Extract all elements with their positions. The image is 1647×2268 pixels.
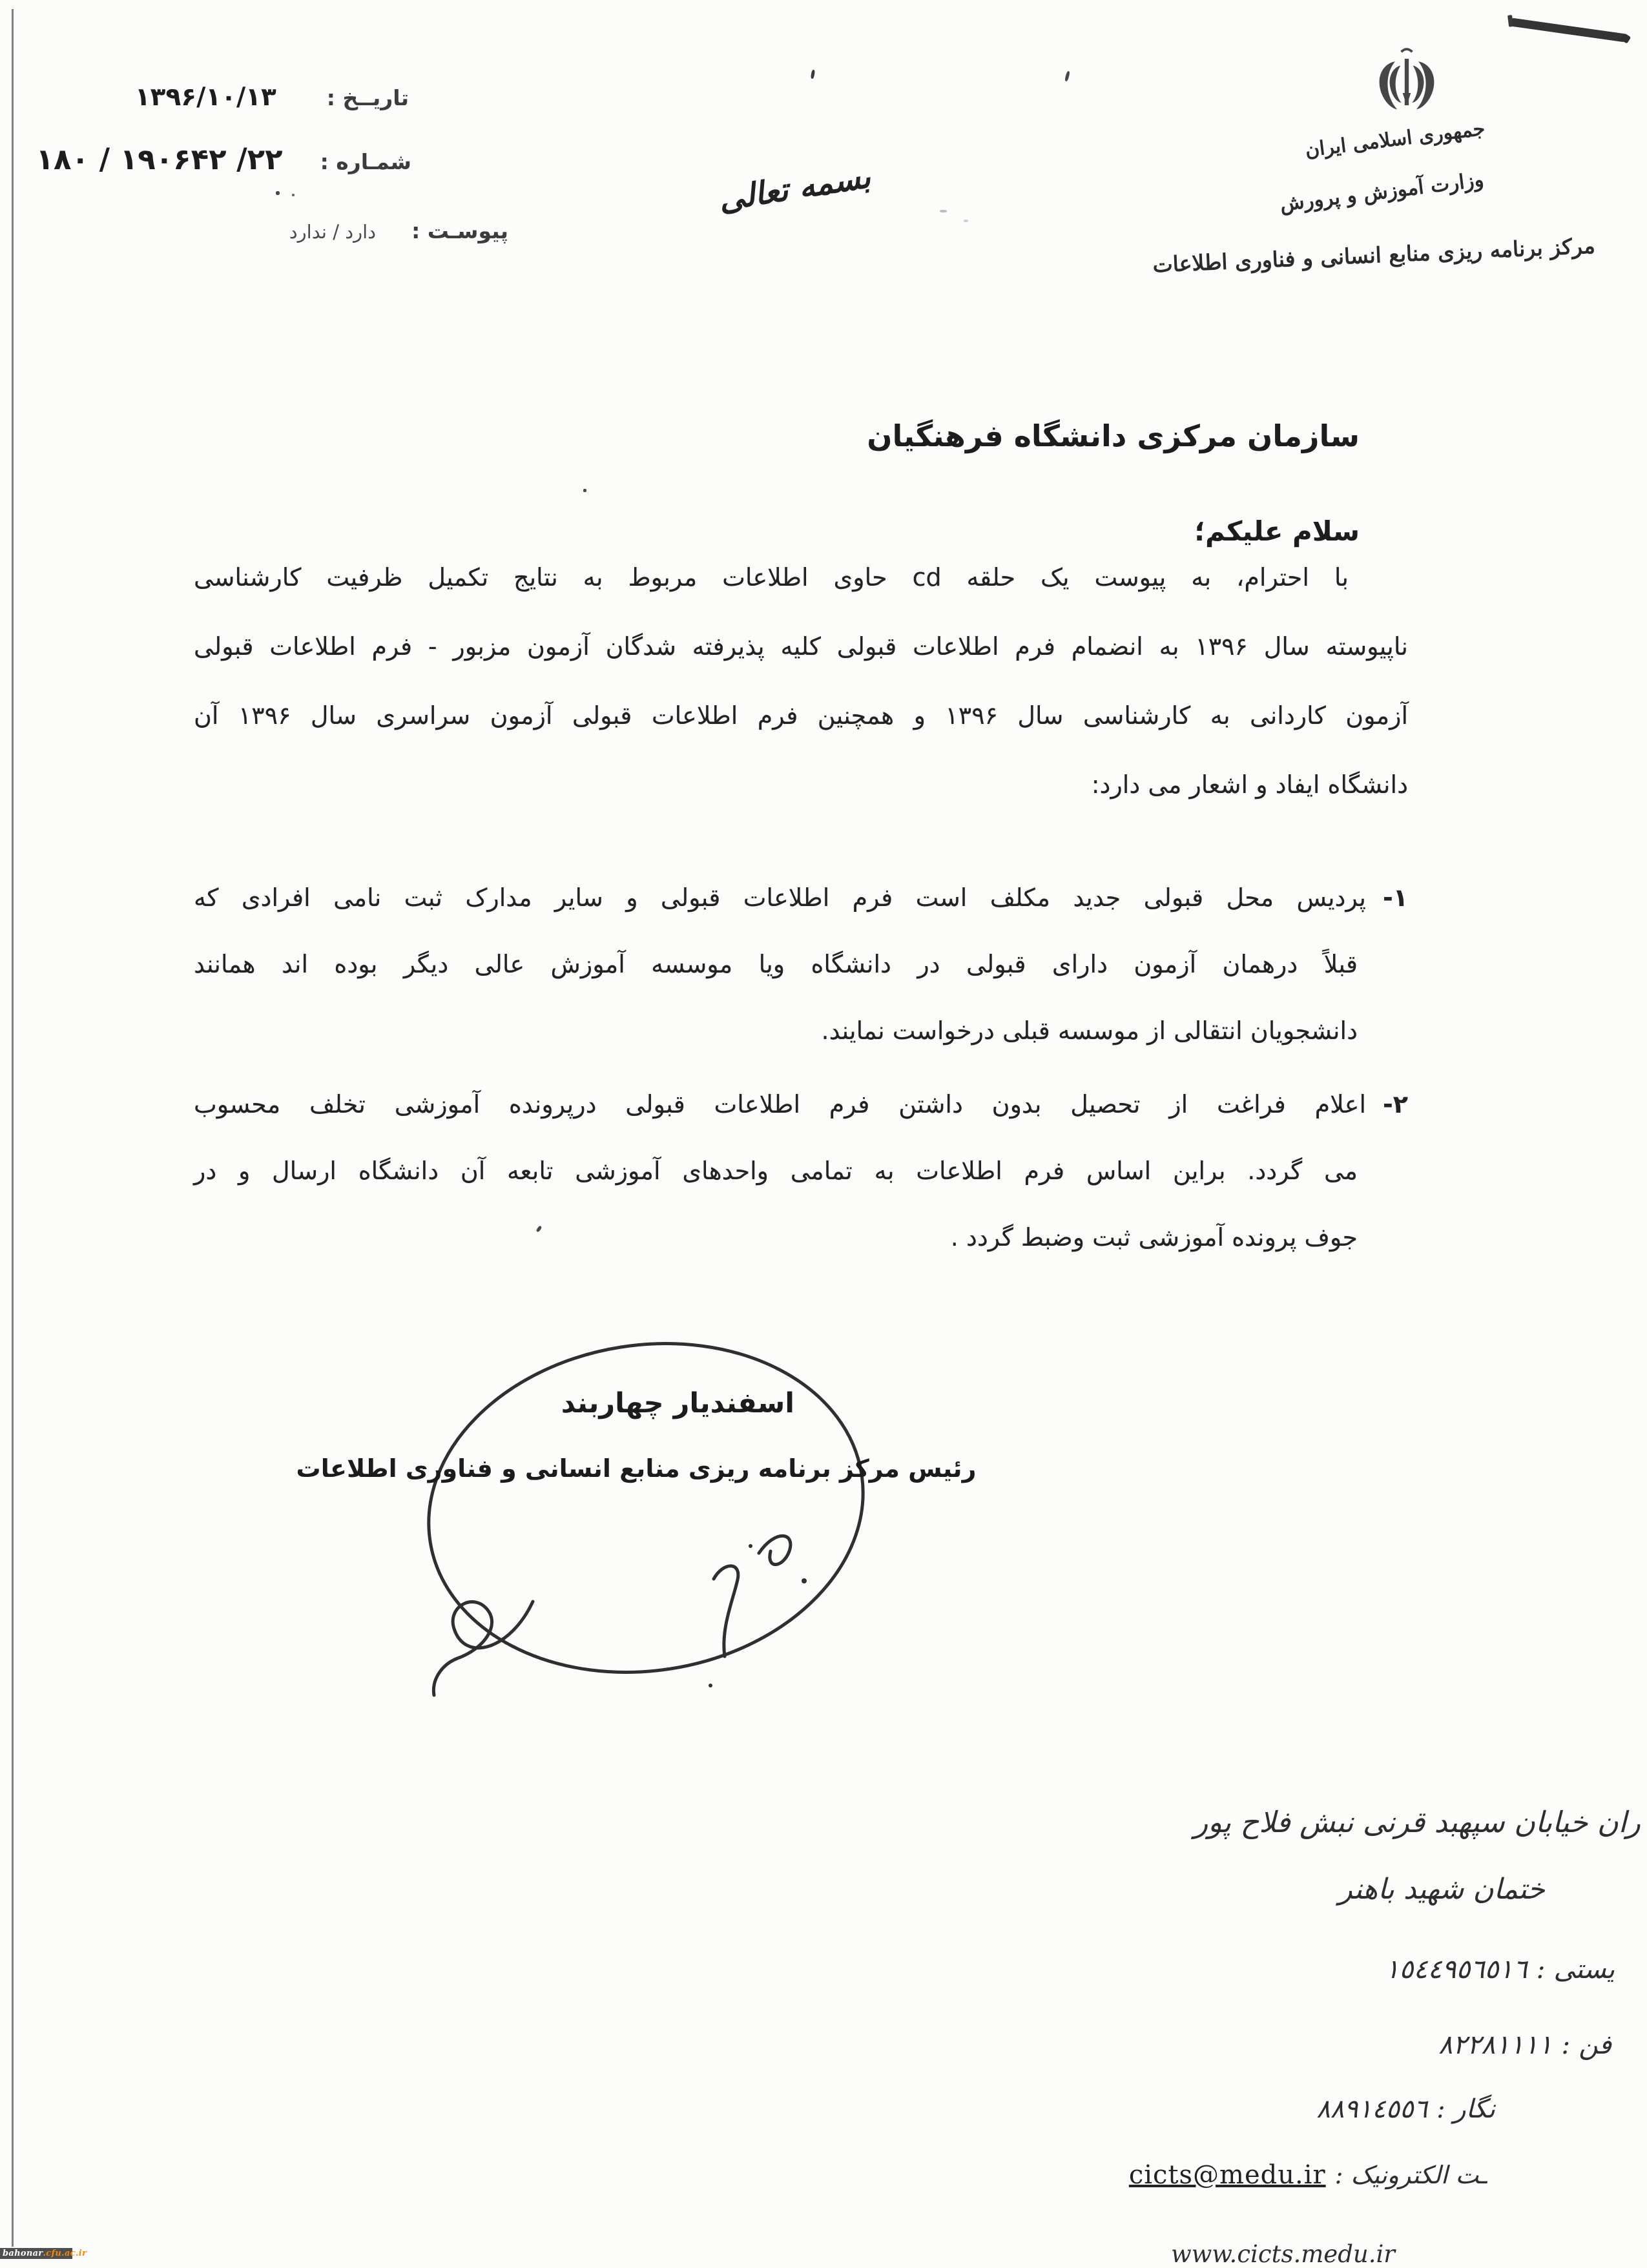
list-item-1-line: دانشجویان انتقالی از موسسه قبلی درخواست نمایند. xyxy=(821,1016,1358,1045)
body-paragraph-line: ناپیوسته سال ۱۳۹۶ به انضمام فرم اطلاعات قبولی کلیه پذیرفته شدگان آزمون مزبور - فرم اطلاعات قبولی xyxy=(194,632,1408,661)
number-row xyxy=(36,142,411,176)
list-item-2-marker: ۲- xyxy=(1383,1090,1408,1119)
iran-emblem-icon xyxy=(1371,48,1443,116)
letterhead-ministry: وزارت آموزش و پرورش xyxy=(1278,168,1486,216)
footer-phone-value: ٨٢٢٨١١١١ xyxy=(1438,2029,1553,2060)
date-value: ۱۳۹۶/۱۰/۱۳ xyxy=(134,83,276,112)
attachment-row xyxy=(289,218,508,243)
scan-speck xyxy=(276,191,280,195)
besmellah-calligraphy: بسمه تعالی xyxy=(716,157,873,219)
footer-building: ختمان شهید باهنر xyxy=(1338,1873,1545,1906)
number-label: شمـاره : xyxy=(320,149,411,174)
signatory-title: رئیس مرکز برنامه ریزی منابع انسانی و فناوری اطلاعات xyxy=(296,1454,977,1483)
watermark-site-domain: .cfu.ac.ir xyxy=(43,2249,87,2258)
list-item-1-marker: ۱- xyxy=(1383,883,1408,912)
signatory-name: اسفندیار چهاربند xyxy=(561,1387,794,1419)
date-row xyxy=(135,83,409,112)
footer-email-link[interactable]: cicts@medu.ir xyxy=(1128,2160,1326,2190)
footer-address: ران خیابان سپهبد قرنی نبش فلاح پور xyxy=(1194,1805,1641,1839)
scan-edge-line xyxy=(12,9,14,2247)
number-value: ۱۸۰ / ۱۹۰۶۴۲ /۲۲ xyxy=(36,142,283,176)
salutation: سلام علیکم؛ xyxy=(1194,515,1360,547)
scan-speck xyxy=(811,70,815,79)
list-item-1-text: پردیس محل قبولی جدید مکلف است فرم اطلاعات قبولی و سایر مدارک ثبت نامی افرادی که xyxy=(194,883,1367,912)
attachment-value: دارد / ندارد xyxy=(289,221,377,243)
signature-loop-icon xyxy=(258,1324,1033,1724)
footer-phone-label: فن : xyxy=(1561,2029,1611,2060)
scan-speck xyxy=(940,210,947,212)
footer-email-row xyxy=(1129,2160,1487,2190)
attachment-label: پیوسـت : xyxy=(411,218,508,243)
scan-speck xyxy=(292,194,295,196)
body-paragraph-line: آزمون کاردانی به کارشناسی سال ۱۳۹۶ و همچنین فرم اطلاعات قبولی آزمون سراسری سال ۱۳۹۶ آن xyxy=(194,701,1409,730)
site-watermark xyxy=(0,2248,87,2259)
list-item-2-line: می گردد. براین اساس فرم اطلاعات به تمامی واحدهای آموزشی تابعه آن دانشگاه ارسال و در xyxy=(194,1157,1358,1185)
scan-corner-mark xyxy=(1509,17,1628,42)
footer-postal-value: ١٥٤٤٩٥٦٥١٦ xyxy=(1385,1954,1528,1984)
signature-block xyxy=(258,1324,1033,1724)
list-item-1-line: قبلاً درهمان آزمون دارای قبولی در دانشگاه ویا موسسه آموزش عالی دیگر بوده اند همانند xyxy=(194,950,1358,978)
watermark-site-name: bahonar xyxy=(3,2249,43,2258)
scan-speck xyxy=(1064,71,1070,82)
footer-email-label: ـت الکترونیک : xyxy=(1334,2161,1487,2189)
list-item-2-text: اعلام فراغت از تحصیل بدون داشتن فرم اطلاعات قبولی درپرونده آموزشی تخلف محسوب xyxy=(194,1090,1367,1119)
body-paragraph-line: با احترام، به پیوست یک حلقه cd حاوی اطلاعات مربوط به نتایج تکمیل ظرفیت کارشناسی xyxy=(194,563,1349,592)
footer-fax-value: ٨٨٩١٤٥٥٦ xyxy=(1316,2094,1428,2124)
footer-website: www.cicts.medu.ir xyxy=(1170,2240,1395,2268)
body-paragraph-line: دانشگاه ایفاد و اشعار می دارد: xyxy=(1091,770,1408,799)
recipient-heading: سازمان مرکزی دانشگاه فرهنگیان xyxy=(867,418,1360,453)
footer-phone-row xyxy=(1438,2029,1611,2060)
list-item-2-line: جوف پرونده آموزشی ثبت وضبط گردد . xyxy=(950,1223,1358,1252)
list-item-1-line xyxy=(194,883,1408,912)
list-item-2-line xyxy=(194,1090,1408,1119)
footer-postal-row xyxy=(1385,1954,1615,1984)
letterhead-center: مرکز برنامه ریزی منابع انسانی و فناوری اطلاعات xyxy=(1152,232,1596,278)
scan-speck xyxy=(964,220,968,222)
letterhead-republic: جمهوری اسلامی ایران xyxy=(1303,117,1487,162)
scan-speck xyxy=(583,489,586,492)
date-label: تاریــخ : xyxy=(326,85,409,110)
footer-fax-label: نگار : xyxy=(1436,2094,1495,2124)
footer-fax-row xyxy=(1316,2094,1495,2124)
footer-postal-label: یستی : xyxy=(1536,1954,1615,1984)
